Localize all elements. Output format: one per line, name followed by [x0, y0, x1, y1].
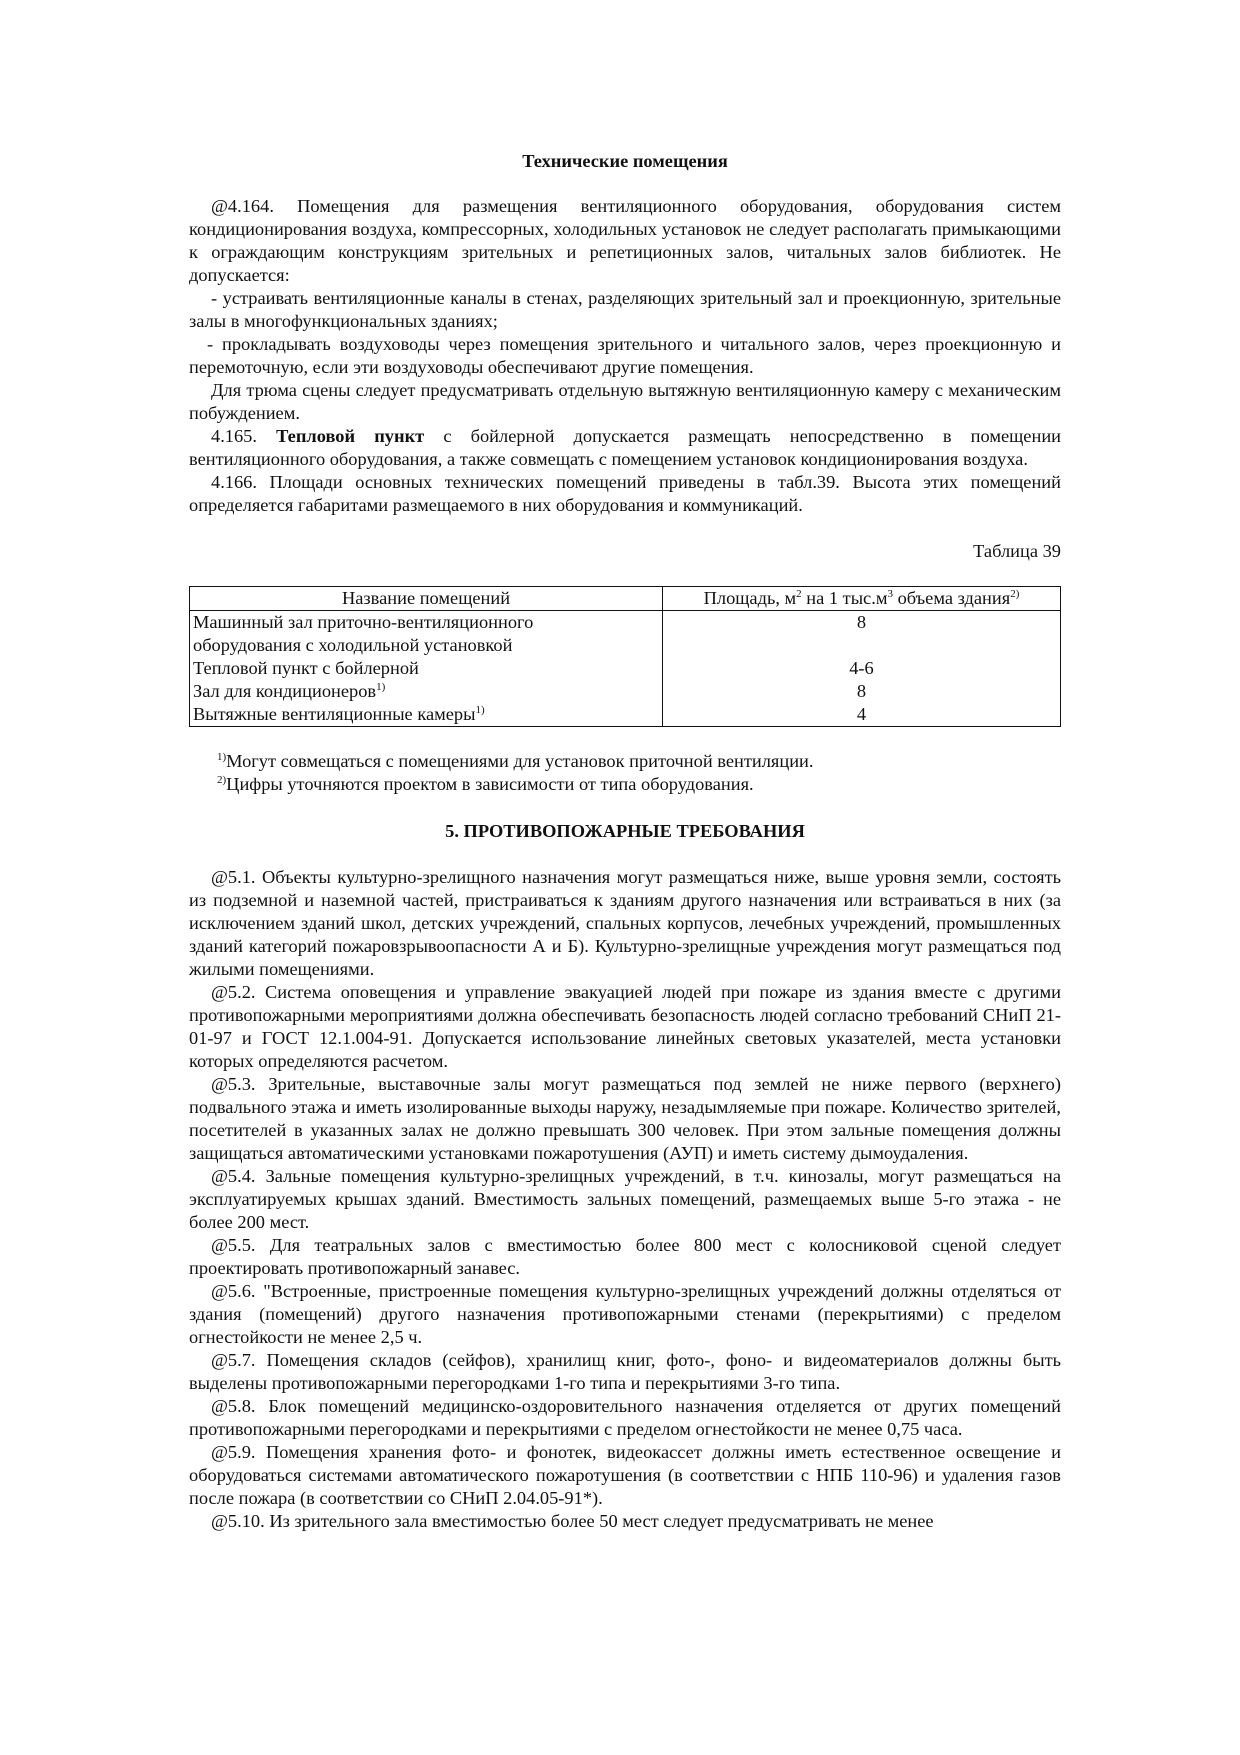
table-cell-value: 8 — [663, 680, 1061, 703]
table-39 — [189, 586, 1061, 727]
footnote-2-text: Цифры уточняются проектом в зависимости от типа оборудования. — [226, 774, 754, 794]
table-cell-name: Тепловой пункт с бойлерной — [190, 657, 663, 680]
header-area-part2: на 1 тыс.м — [801, 588, 888, 608]
table-header-name: Название помещений — [190, 587, 663, 611]
table-row — [190, 657, 1061, 680]
paragraph-4-165 — [189, 425, 1061, 471]
footnote-1-marker: 1) — [217, 750, 227, 763]
row4-footnote-ref: 1) — [475, 703, 485, 716]
row3-name: Зал для кондиционеров — [193, 681, 377, 701]
table-cell-value: 8 — [663, 611, 1061, 658]
row4-name: Вытяжные вентиляционные камеры — [193, 704, 476, 724]
paragraph-stage-hold: Для трюма сцены следует предусматривать отдельную вытяжную вентиляционную камеру с механическим побуждением. — [189, 380, 1061, 423]
document-page — [189, 150, 1061, 1533]
table-cell-name — [190, 611, 663, 658]
bullet-ventilation-channels: - устраивать вентиляционные каналы в стенах, разделяющих зрительный зал и проекционную, зрительные залы в многофункциональных зданиях; — [189, 288, 1061, 331]
table-row — [190, 611, 1061, 658]
paragraph-5-6: @5.6. "Встроенные, пристроенные помещения культурно-зрелищных учреждений должны отделяться от здания (помещений) другого назначения противопожарными стенами (перекрытиями) с пределом огнестойкости не менее 2,5 ч. — [189, 1281, 1061, 1347]
paragraph-5-7: @5.7. Помещения складов (сейфов), хранилищ книг, фото-, фоно- и видеоматериалов должны быть выделены противопожарными перегородками 1-го типа и перекрытиями 3-го типа. — [189, 1350, 1061, 1393]
row1-name-line2: оборудования с холодильной установкой — [193, 635, 513, 655]
paragraph-4-165-text: с бойлерной допускается размещать непосредственно в помещении вентиляционного оборудования, а также совмещать с помещением установок кондиционирования воздуха. — [189, 426, 1061, 469]
row1-name-line1: Машинный зал приточно-вентиляционного — [193, 612, 534, 632]
paragraph-4-165-number: 4.165. — [211, 426, 257, 446]
paragraph-5-3: @5.3. Зрительные, выставочные залы могут размещаться под землей не ниже первого (верхнего) подвального этажа и иметь изолированные выходы наружу, незадымляемые при пожаре. Количество зрителей, посетителей в указанных залах не должно превышать 300 человек. При этом зальные помещения должны защищаться автоматическими установками пожаротушения (АУП) и иметь систему дымоудаления. — [189, 1074, 1061, 1163]
row3-footnote-ref: 1) — [376, 680, 386, 693]
section-title-technical: Технические помещения — [522, 151, 728, 171]
paragraph-4-165-term: Тепловой пункт — [276, 426, 425, 446]
table-cell-name — [190, 680, 663, 703]
footnote-2-marker: 2) — [217, 773, 227, 786]
header-area-sup1: 2 — [796, 587, 802, 600]
footnote-1-text: Могут совмещаться с помещениями для установок приточной вентиляции. — [226, 751, 814, 771]
paragraph-5-8: @5.8. Блок помещений медицинско-оздоровительного назначения отделяется от других помещений противопожарными перегородками и перекрытиями с пределом огнестойкости не менее 0,75 часа. — [189, 1396, 1061, 1439]
table-row — [190, 680, 1061, 703]
paragraph-5-5: @5.5. Для театральных залов с вместимостью более 800 мест с колосниковой сценой следует проектировать противопожарный занавес. — [189, 1235, 1061, 1278]
paragraph-5-9: @5.9. Помещения хранения фото- и фонотек, видеокассет должны иметь естественное освещение и оборудоваться системами автоматического пожаротушения (в соответствии с НПБ 110-96) и удаления газов после пожара (в соответствии со СНиП 2.04.05-91*). — [189, 1442, 1061, 1508]
table-cell-value: 4-6 — [663, 657, 1061, 680]
table-row — [190, 703, 1061, 727]
bullet-air-ducts: - прокладывать воздуховоды через помещения зрительного и читального залов, через проекционную и перемоточную, если эти воздуховоды обеспечивают другие помещения. — [189, 334, 1061, 377]
table-footnotes — [189, 750, 1061, 796]
paragraph-5-2: @5.2. Система оповещения и управление эвакуацией людей при пожаре из здания вместе с другими противопожарными мероприятиями должна обеспечивать безопасность людей согласно требований СНиП 21-01-97 и ГОСТ 12.1.004-91. Допускается использование линейных световых указателей, места установки которых определяются расчетом. — [189, 982, 1061, 1071]
header-area-sup3: 2) — [1010, 587, 1020, 600]
table-cell-value: 4 — [663, 703, 1061, 727]
table-header-row — [190, 587, 1061, 611]
paragraph-4-164: @4.164. Помещения для размещения вентиляционного оборудования, оборудования систем кондиционирования воздуха, компрессорных, холодильных установок не следует располагать примыкающими к ограждающим конструкциям зрительных и репетиционных залов, читальных залов библиотек. Не допускается: — [189, 196, 1061, 285]
table-header-area — [663, 587, 1061, 611]
header-area-sup2: 3 — [887, 587, 893, 600]
paragraph-5-10: @5.10. Из зрительного зала вместимостью более 50 мест следует предусматривать не менее — [211, 1511, 934, 1531]
footnote-2 — [189, 773, 1061, 796]
header-area-part1: Площадь, м — [703, 588, 797, 608]
paragraph-5-1: @5.1. Объекты культурно-зрелищного назначения могут размещаться ниже, выше уровня земли, состоять из подземной и наземной частей, пристраиваться к зданиям другого назначения или встраиваться в них (за исключением зданий школ, детских учреждений, спальных корпусов, лечебных учреждений, промышленных зданий категорий пожаровзрывоопасности А и Б). Культурно-зрелищные учреждения могут размещаться под жилыми помещениями. — [189, 867, 1061, 979]
table-cell-name — [190, 703, 663, 727]
paragraph-4-166: 4.166. Площади основных технических помещений приведены в табл.39. Высота этих помещений определяется габаритами размещаемого в них оборудования и коммуникаций. — [189, 472, 1061, 515]
paragraph-5-4: @5.4. Зальные помещения культурно-зрелищных учреждений, в т.ч. кинозалы, могут размещаться на эксплуатируемых крышах зданий. Вместимость зальных помещений, размещаемых выше 5-го этажа - не более 200 мест. — [189, 1166, 1061, 1232]
table-caption: Таблица 39 — [973, 541, 1061, 561]
footnote-1 — [189, 750, 1061, 773]
header-area-part3: объема здания — [892, 588, 1011, 608]
section-title-fire: 5. ПРОТИВОПОЖАРНЫЕ ТРЕБОВАНИЯ — [445, 821, 805, 841]
